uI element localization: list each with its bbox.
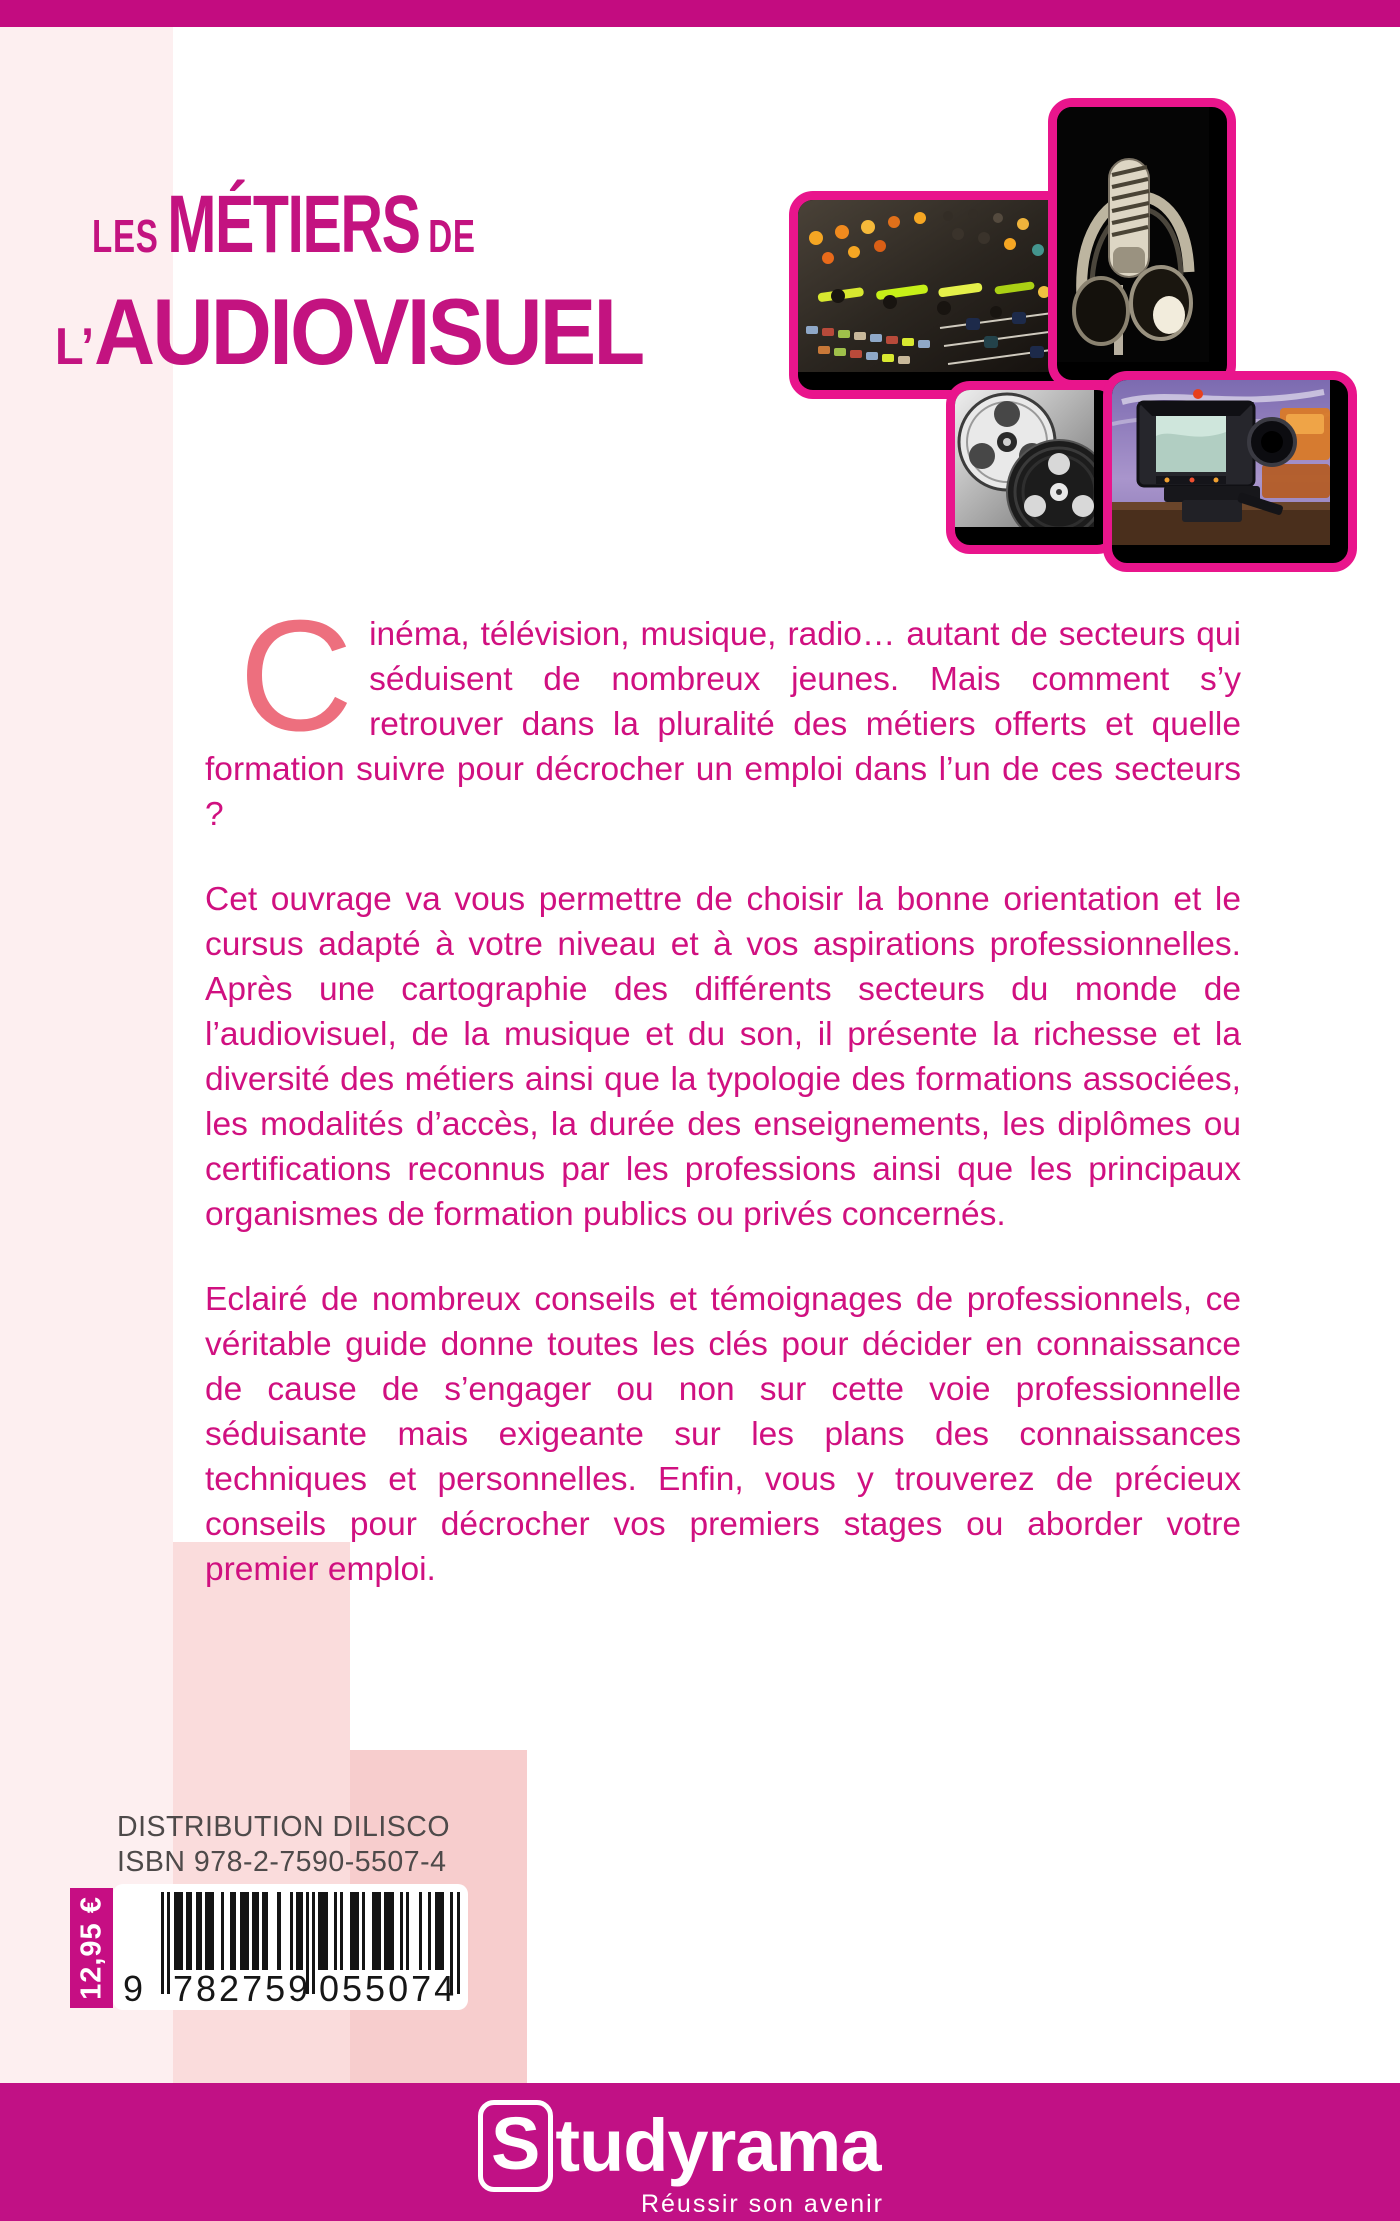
title-de: DE [428,210,476,262]
paragraph-1-text: inéma, télévision, musique, radio… autant de secteurs qui séduisent de nombreux jeunes. Mais comment s’y retrouver dans la pluralité des métiers offerts et quelle formation suivre pour décrocher un emploi dans l’un de ces secteurs ? [205,616,1241,833]
barcode-digit-group1: 782759 [173,1968,312,2009]
top-magenta-band [0,0,1400,27]
book-title [55,178,708,386]
title-audiovisuel: AUDIOVISUEL [94,279,643,384]
paragraph-3 [205,1277,1241,1592]
title-les: LES [92,210,159,262]
barcode-digit-group2: 055074 [319,1968,458,2009]
mixing-console-illustration [798,200,1067,372]
price-label: 12,95 € [75,1896,107,2000]
barcode [113,1884,468,2010]
dropcap-c: C [239,588,354,764]
title-metiers: MÉTIERS [167,179,420,270]
distribution-block [117,1810,450,1880]
title-line-1 [92,178,535,272]
photo-microphone-headphones [1048,98,1236,389]
back-cover-text [205,588,1241,1632]
tv-camera-illustration [1112,380,1330,545]
isbn-line: ISBN 978-2-7590-5507-4 [117,1846,447,1878]
logo-s-box: S [478,2100,553,2192]
paragraph-2 [205,877,1241,1237]
film-reels-illustration [955,390,1094,527]
logo-wordmark-rest: tudyrama [555,2104,881,2187]
distribution-line: DISTRIBUTION DILISCO [117,1811,451,1843]
studyrama-logo [478,2100,888,2219]
price-tag [70,1888,113,2008]
barcode-digit-lead: 9 [123,1968,144,2009]
logo-tagline: Réussir son avenir [640,2190,884,2218]
microphone-illustration [1057,107,1209,362]
photo-tv-camera [1103,371,1357,572]
paragraph-3-text: Eclairé de nombreux conseils et témoignages de professionnels, ce véritable guide donne toutes les clés pour décider en connaissance de cause de s’engager ou non sur cette voie professionnelle séduisante mais exigeante sur les plans des connaissances techniques et personnelles. Enfin, vous y trouverez de précieux conseils pour décrocher vos premiers stages ou aborder votre premier emploi. [205,1281,1241,1588]
studyrama-wordmark [478,2100,888,2192]
title-l-apostrophe: L’ [55,318,95,376]
title-line-2 [55,278,642,386]
paragraph-2-text: Cet ouvrage va vous permettre de choisir la bonne orientation et le cursus adapté à votre niveau et à vos aspirations professionnelles. Après une cartographie des différents secteurs du monde de l’audiovisuel, de la musique et du son, il présente la richesse et la diversité des métiers ainsi que la typologie des formations associées, les modalités d’accès, la durée des enseignements, les diplômes ou certifications reconnus par les professions ainsi que les principaux organismes de formation publics ou privés concernés. [205,881,1241,1233]
paragraph-1 [205,588,1241,837]
photo-film-reels [946,381,1121,554]
